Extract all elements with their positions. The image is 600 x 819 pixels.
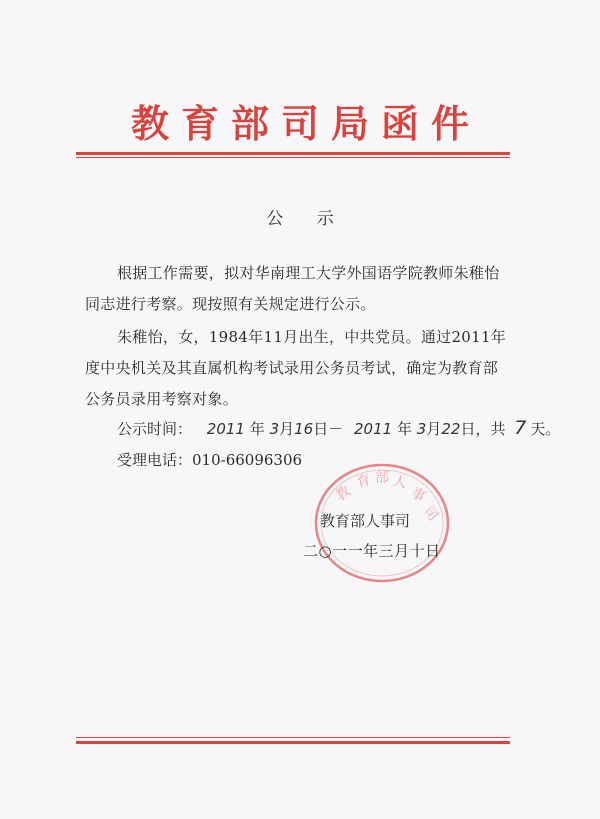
header-rule-thin — [76, 157, 510, 158]
start-day-unit: 日－ — [313, 420, 344, 438]
notice-heading: 公 示 — [266, 209, 348, 229]
period-label: 公示时间： — [117, 420, 193, 438]
start-year: 2011 — [206, 420, 245, 438]
notice-paragraph-1: 根据工作需要，拟对华南理工大学外国语学院教师朱稚怡同志进行考察。现按照有关规定进行公示。 — [85, 264, 500, 313]
signed-date: 二○一一年三月十日 — [303, 542, 441, 560]
notice-period — [117, 417, 560, 439]
svg-text:事: 事 — [408, 484, 429, 506]
start-day: 16 — [294, 420, 314, 438]
phone-number: 010-66096306 — [192, 451, 303, 469]
days-unit: 天。 — [530, 420, 561, 438]
letterhead-title: 教育部司局函件 — [130, 101, 481, 146]
notice-phone — [117, 449, 302, 470]
svg-text:司: 司 — [419, 503, 442, 525]
notice-paragraph-2: 朱稚怡，女，1984年11月出生，中共党员。通过2011年度中央机关及其直属机构考试录用公务员考试，确定为教育部公务员录用考察对象。 — [85, 328, 507, 408]
footer-rule-thin — [76, 737, 510, 738]
end-month-unit: 月 — [426, 420, 442, 438]
end-month: 3 — [416, 420, 427, 438]
signer-office: 教育部人事司 — [320, 512, 411, 530]
svg-text:教: 教 — [333, 483, 354, 505]
days-count: 7 — [514, 417, 527, 439]
start-month: 3 — [269, 420, 280, 438]
svg-text:育: 育 — [354, 471, 373, 491]
end-day: 22 — [441, 420, 461, 438]
header-rule-thick — [76, 152, 510, 155]
svg-text:人: 人 — [391, 473, 409, 492]
start-year-unit: 年 — [249, 420, 265, 438]
phone-label: 受理电话： — [117, 451, 193, 469]
end-year-unit: 年 — [396, 420, 412, 438]
svg-text:部: 部 — [375, 470, 389, 486]
end-day-unit: 日，共 — [460, 420, 506, 438]
end-year: 2011 — [354, 420, 393, 438]
footer-rule-thick — [76, 741, 510, 744]
start-month-unit: 月 — [279, 420, 295, 438]
